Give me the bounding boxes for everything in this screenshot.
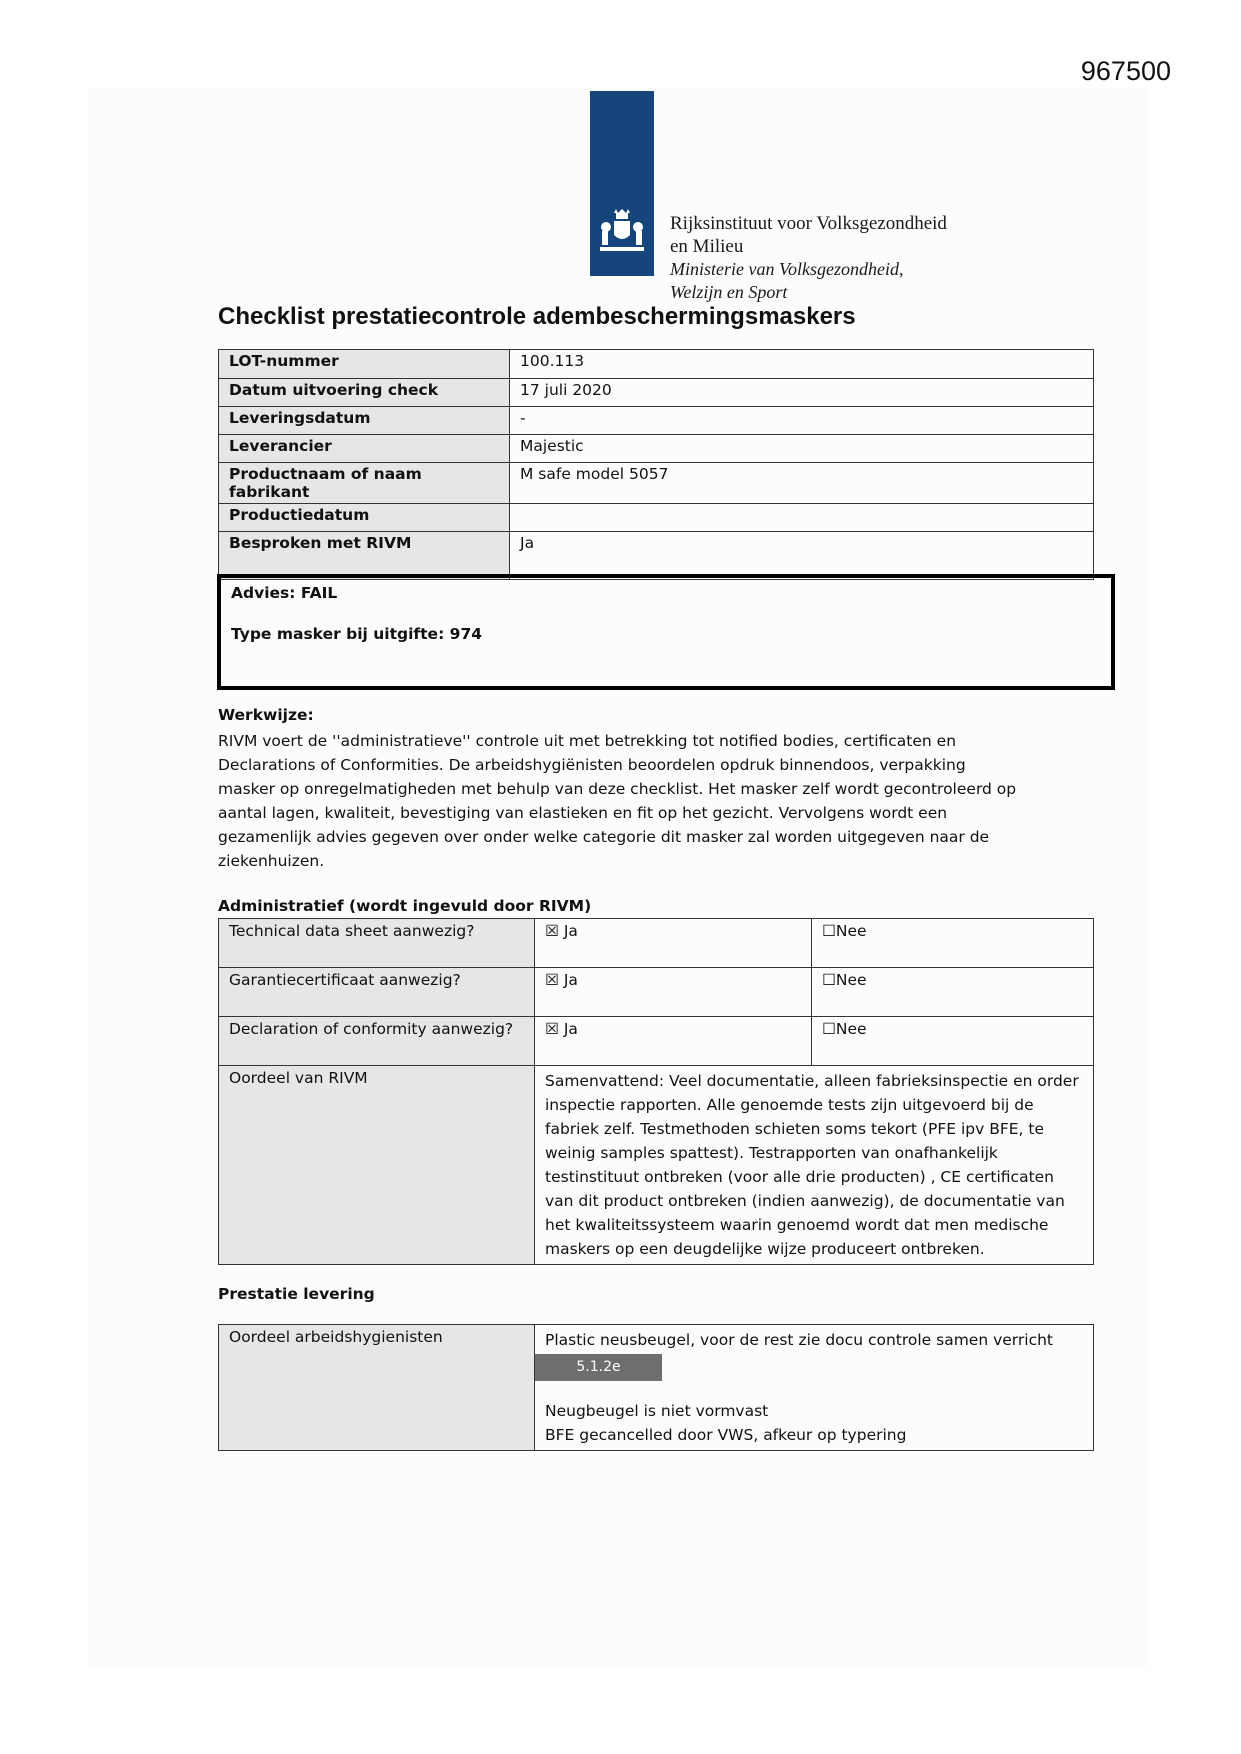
table-row bbox=[219, 1017, 1094, 1066]
info-value bbox=[510, 504, 1094, 532]
table-row bbox=[219, 463, 1094, 504]
advice-box bbox=[217, 574, 1115, 690]
info-key: Leveringsdatum bbox=[219, 407, 510, 435]
no-checkbox[interactable]: ☐Nee bbox=[812, 919, 1094, 968]
table-row bbox=[219, 1066, 1094, 1265]
product-info-table bbox=[218, 349, 1094, 580]
table-row bbox=[219, 435, 1094, 463]
document-number: 967500 bbox=[1080, 56, 1171, 86]
admin-question: Garantiecertificaat aanwezig? bbox=[219, 968, 535, 1017]
admin-table bbox=[218, 918, 1094, 1265]
table-row bbox=[219, 1325, 1094, 1451]
info-value: - bbox=[510, 407, 1094, 435]
prestatie-content bbox=[535, 1325, 1094, 1451]
info-value: 100.113 bbox=[510, 350, 1094, 379]
prestatie-line-3: BFE gecancelled door VWS, afkeur op typering bbox=[545, 1426, 907, 1444]
table-row bbox=[219, 350, 1094, 379]
admin-question: Declaration of conformity aanwezig? bbox=[219, 1017, 535, 1066]
yes-checkbox[interactable]: ☒ Ja bbox=[535, 919, 812, 968]
no-checkbox[interactable]: ☐Nee bbox=[812, 1017, 1094, 1066]
table-row bbox=[219, 532, 1094, 580]
prestatie-line-1: Plastic neusbeugel, voor de rest zie docu controle samen verricht bbox=[545, 1331, 1054, 1349]
org-line-3: Ministerie van Volksgezondheid, bbox=[670, 259, 904, 279]
oordeel-text: Samenvattend: Veel documentatie, alleen fabrieksinspectie en order inspectie rapporten. Alle genoemde tests zijn uitgevoerd bij de fabriek zelf. Testmethoden schieten soms tekort (PFE ipv BFE, te weinig samples spattest). Testrapporten van onafhankelijk testinstituut ontbreken (voor alle drie producten) , CE certificaten van dit product ontbreken (indien aanwezig), de documentatie van het kwaliteitssysteem waarin genoemd wordt dat men medische maskers op een deugdelijke wijze produceert ontbreken. bbox=[535, 1066, 1094, 1265]
admin-heading: Administratief (wordt ingevuld door RIVM) bbox=[218, 897, 592, 915]
no-checkbox[interactable]: ☐Nee bbox=[812, 968, 1094, 1017]
yes-checkbox[interactable]: ☒ Ja bbox=[535, 1017, 812, 1066]
org-line-1: Rijksinstituut voor Volksgezondheid bbox=[670, 213, 947, 234]
page-title: Checklist prestatiecontrole adembeschermingsmaskers bbox=[218, 303, 856, 330]
info-value: M safe model 5057 bbox=[510, 463, 1094, 504]
redaction-block: 5.1.2e bbox=[535, 1354, 662, 1381]
organisation-name bbox=[670, 212, 947, 304]
werkwijze-text: RIVM voert de ''administratieve'' controle uit met betrekking tot notified bodies, certificaten en Declarations of Conformities. De arbeidshygiënisten beoordelen opdruk binnendoos, verpakking masker op onregelmatigheden met behulp van deze checklist. Het masker zelf wordt gecontroleerd op aantal lagen, kwaliteit, bevestiging van elastieken en fit op het gezicht. Vervolgens wordt een gezamenlijk advies gegeven over onder welke categorie dit masker zal worden uitgegeven naar de ziekenhuizen. bbox=[218, 732, 1017, 870]
werkwijze-heading: Werkwijze: bbox=[218, 706, 314, 724]
info-key: Datum uitvoering check bbox=[219, 379, 510, 407]
org-line-2: en Milieu bbox=[670, 236, 744, 257]
rijksoverheid-logo bbox=[590, 91, 654, 276]
oordeel-label: Oordeel van RIVM bbox=[219, 1066, 535, 1265]
info-value: 17 juli 2020 bbox=[510, 379, 1094, 407]
coat-of-arms-icon bbox=[596, 209, 648, 255]
prestatie-line-2: Neugbeugel is niet vormvast bbox=[545, 1402, 769, 1420]
table-row bbox=[219, 379, 1094, 407]
info-value: Ja bbox=[510, 532, 1094, 580]
admin-question: Technical data sheet aanwezig? bbox=[219, 919, 535, 968]
mask-type: Type masker bij uitgifte: 974 bbox=[231, 625, 483, 643]
info-value: Majestic bbox=[510, 435, 1094, 463]
prestatie-label: Oordeel arbeidshygienisten bbox=[219, 1325, 535, 1451]
table-row bbox=[219, 919, 1094, 968]
yes-checkbox[interactable]: ☒ Ja bbox=[535, 968, 812, 1017]
info-key: Productiedatum bbox=[219, 504, 510, 532]
info-key: Productnaam of naam fabrikant bbox=[219, 463, 510, 504]
info-key: LOT-nummer bbox=[219, 350, 510, 379]
advice-result: Advies: FAIL bbox=[231, 584, 338, 602]
table-row bbox=[219, 968, 1094, 1017]
info-key: Besproken met RIVM bbox=[219, 532, 510, 580]
org-line-4: Welzijn en Sport bbox=[670, 282, 788, 302]
prestatie-heading: Prestatie levering bbox=[218, 1285, 375, 1303]
prestatie-table bbox=[218, 1324, 1094, 1451]
table-row bbox=[219, 504, 1094, 532]
table-row bbox=[219, 407, 1094, 435]
info-key: Leverancier bbox=[219, 435, 510, 463]
